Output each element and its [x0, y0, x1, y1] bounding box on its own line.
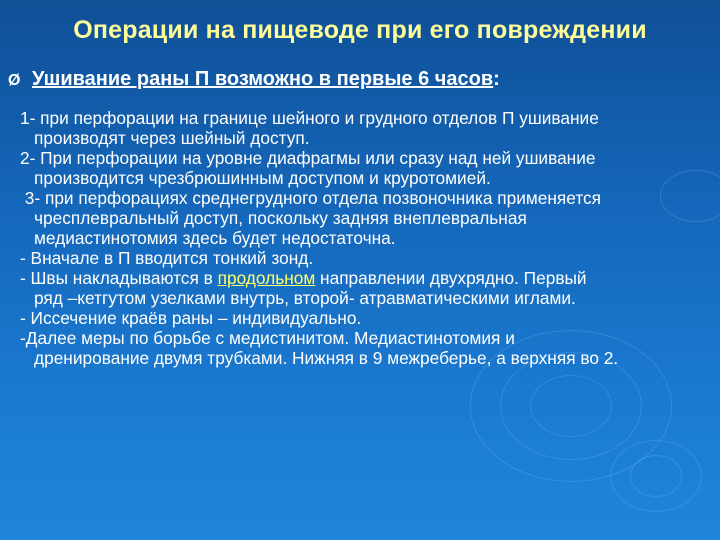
body-line: [20, 268, 716, 288]
arrow-bullet-icon: Ø: [8, 72, 21, 89]
body-line: дренирование двумя трубками. Нижняя в 9 межреберье, а верхняя во 2.: [34, 348, 619, 368]
body-line: чресплевральный доступ, поскольку задняя внеплевральная: [34, 208, 527, 228]
subheading-text: Ушивание раны П возможно в первые 6 часов: [32, 68, 494, 90]
slide-title: Операции на пищеводе при его повреждении: [73, 16, 647, 44]
hyperlink-prodolnom[interactable]: продольном: [217, 268, 316, 288]
body-text: направлении двухрядно. Первый: [315, 268, 587, 288]
ripple-decoration: [630, 455, 682, 497]
body-line: производят через шейный доступ.: [34, 128, 310, 148]
ripple-decoration: [530, 375, 612, 437]
body-line: производится чрезбрюшинным доступом и круротомией.: [34, 168, 491, 188]
body-line: ряд –кетгутом узелками внутрь, второй- атравматическими иглами.: [34, 288, 576, 308]
body-line: 3- при перфорациях среднегрудного отдела позвоночника применяется: [20, 188, 602, 208]
body-line: 2- При перфорации на уровне диафрагмы или сразу над ней ушивание: [20, 148, 596, 168]
body-line: медиастинотомия здесь будет недостаточна.: [34, 228, 396, 248]
body-text: - Швы накладываются в: [20, 268, 218, 288]
subheading: [8, 68, 708, 91]
body-line: - Вначале в П вводится тонкий зонд.: [20, 248, 314, 268]
slide-body: [20, 108, 716, 368]
body-line: 1- при перфорации на границе шейного и грудного отделов П ушивание: [20, 108, 599, 128]
subheading-colon: :: [493, 68, 500, 90]
body-line: - Иссечение краёв раны – индивидуально.: [20, 308, 362, 328]
body-line: -Далее меры по борьбе с медистинитом. Медиастинотомия и: [20, 328, 515, 348]
